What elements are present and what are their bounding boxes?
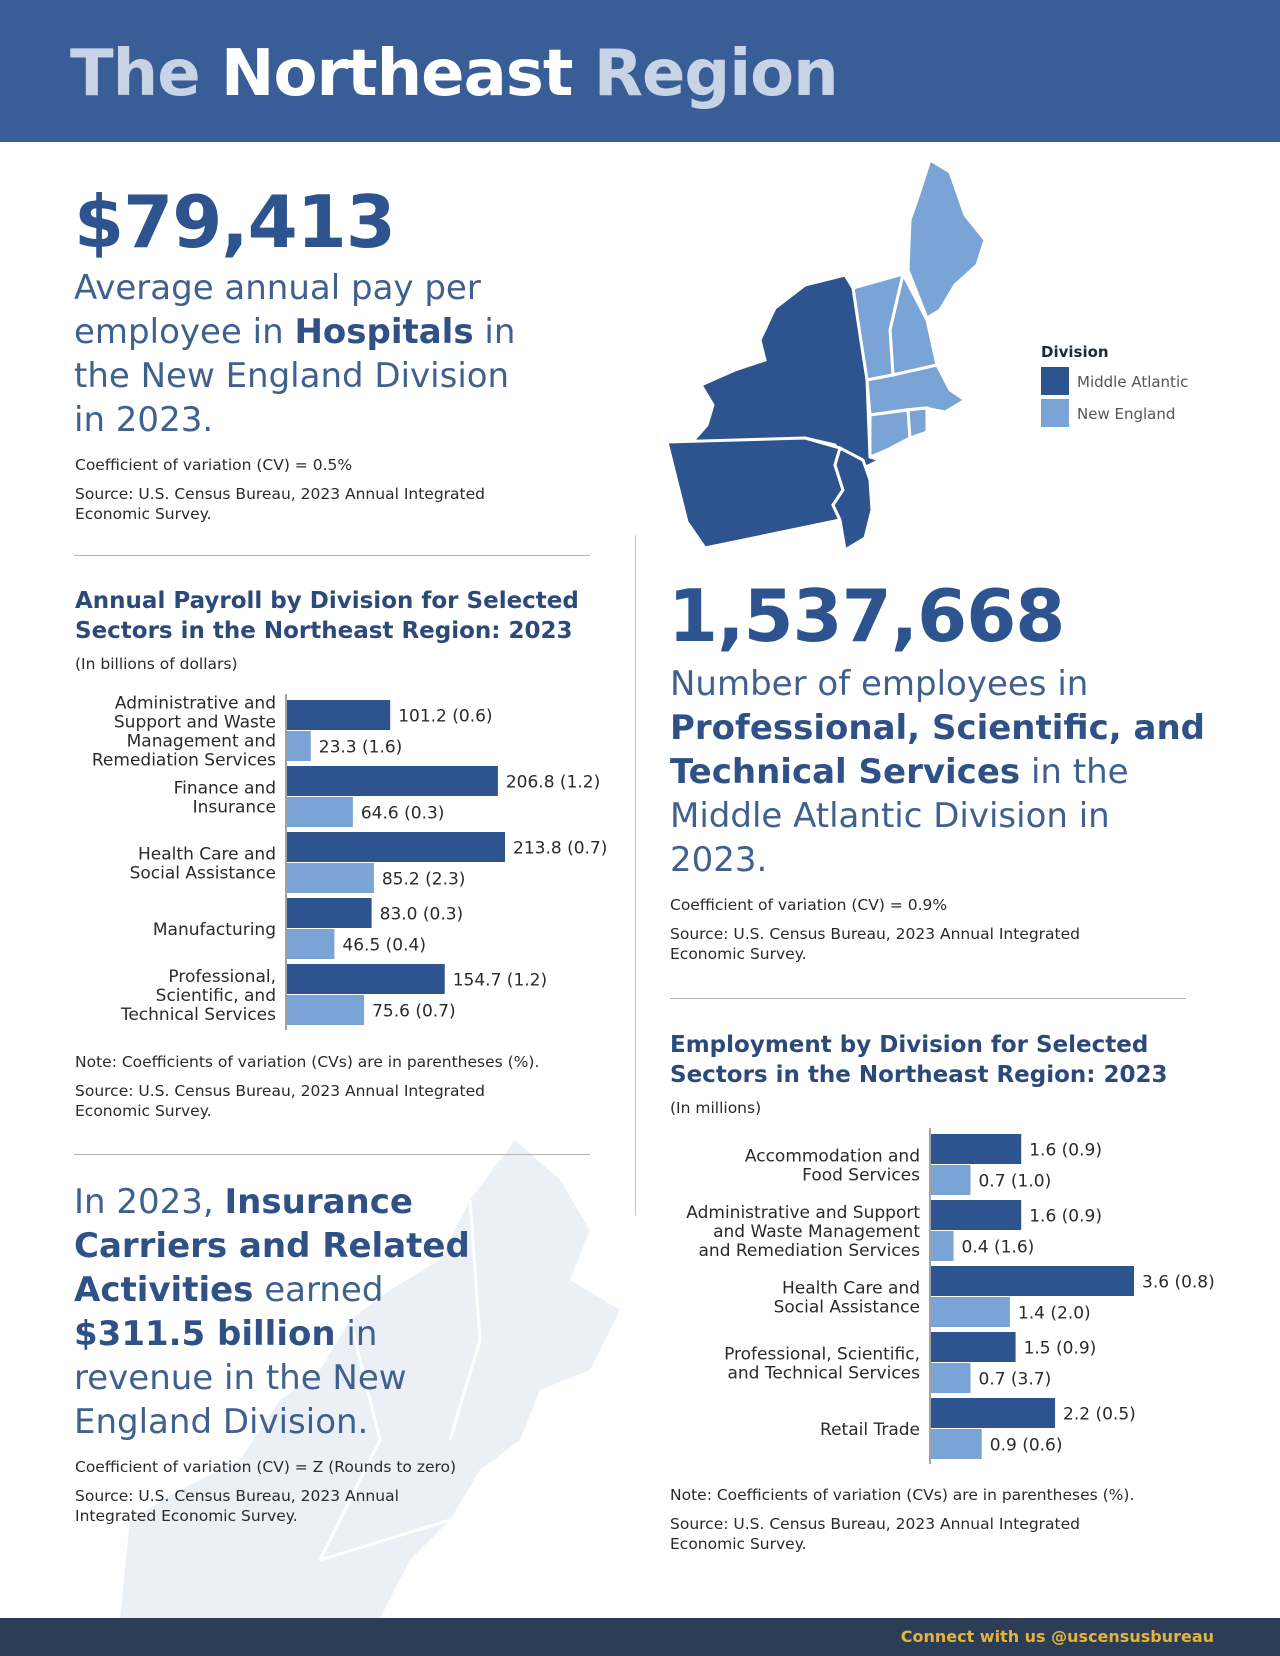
social-link[interactable]: Connect with us @uscensusbureau (900, 1627, 1214, 1646)
category-label: Retail Trade (820, 1419, 920, 1440)
category-label: Finance and Insurance (173, 778, 276, 818)
map-connecticut (870, 410, 910, 457)
chart1-note: Note: Coefficients of variation (CVs) are in parentheses (%). (75, 1053, 540, 1071)
data-label: 85.2 (2.3) (381, 869, 466, 890)
stat1-description: Average annual pay per employee in Hospitals in the New England Division in 2023. (74, 268, 516, 440)
stat1-number: $79,413 (74, 180, 395, 264)
category-label: Professional, Scientific, and Technical Services (120, 966, 276, 1025)
stat2-cv: Coefficient of variation (CV) = 0.9% (670, 896, 948, 914)
data-label: 83.0 (0.3) (379, 904, 464, 925)
category-label: Manufacturing (152, 919, 276, 940)
bar-new-england (287, 797, 353, 827)
stat2-number: 1,537,668 (668, 574, 1065, 658)
data-label: 213.8 (0.7) (513, 838, 608, 859)
bar-middle-atlantic (287, 766, 498, 796)
bar-new-england (931, 1297, 1010, 1327)
bar-new-england (931, 1165, 970, 1195)
payroll-chart (0, 690, 640, 1030)
data-label: 1.6 (0.9) (1029, 1206, 1102, 1227)
data-label: 0.7 (1.0) (978, 1171, 1052, 1192)
bar-new-england (287, 863, 374, 893)
data-label: 1.5 (0.9) (1023, 1338, 1097, 1359)
footer (0, 1618, 1280, 1656)
bar-middle-atlantic (931, 1266, 1134, 1296)
divider (74, 555, 590, 556)
bar-middle-atlantic (287, 832, 505, 862)
data-label: 154.7 (1.2) (452, 970, 548, 991)
map-pennsylvania (667, 438, 843, 548)
bar-new-england (931, 1429, 982, 1459)
stat2-source: Source: U.S. Census Bureau, 2023 Annual Integrated Economic Survey. (670, 925, 1080, 963)
data-label: 3.6 (0.8) (1142, 1272, 1215, 1293)
data-label: 46.5 (0.4) (342, 935, 426, 956)
bar-new-england (287, 995, 364, 1025)
stat1-cv: Coefficient of variation (CV) = 0.5% (75, 456, 353, 474)
chart2-title: Employment by Division for Selected Sectors in the Northeast Region: 2023 (670, 1032, 1168, 1088)
legend-swatch-new-england (1041, 399, 1069, 427)
data-label: 1.6 (0.9) (1029, 1140, 1102, 1161)
data-label: 23.3 (1.6) (318, 737, 403, 758)
category-label: Administrative and Support and Waste Management and Remediation Services (91, 693, 276, 771)
bar-middle-atlantic (287, 700, 390, 730)
stat1-source: Source: U.S. Census Bureau, 2023 Annual Integrated Economic Survey. (75, 485, 485, 523)
chart1-title: Annual Payroll by Division for Selected Sectors in the Northeast Region: 2023 (75, 588, 579, 644)
category-label: Administrative and Support and Waste Management and Remediation Services (686, 1202, 920, 1261)
data-label: 0.9 (0.6) (989, 1435, 1063, 1456)
stat3-description: In 2023, Insurance Carriers and Related Activities earned $311.5 billion in revenue in the New England Division. (74, 1182, 470, 1442)
map-rhode-island (908, 408, 927, 438)
page-header (0, 0, 1280, 142)
bar-middle-atlantic (931, 1134, 1021, 1164)
legend-swatch-middle-atlantic (1041, 367, 1069, 395)
bar-middle-atlantic (287, 898, 372, 928)
page-title: The Northeast Region (70, 37, 838, 111)
chart2-note: Note: Coefficients of variation (CVs) are in parentheses (%). (670, 1486, 1135, 1504)
data-label: 206.8 (1.2) (505, 772, 601, 793)
northeast-map (665, 160, 1025, 550)
map-maine (908, 160, 985, 318)
employment-chart (640, 1122, 1280, 1472)
stat3-cv: Coefficient of variation (CV) = Z (Rounds to zero) (75, 1458, 457, 1476)
legend-label-new-england: New England (1077, 405, 1176, 423)
bar-middle-atlantic (931, 1398, 1055, 1428)
category-label: Accommodation and Food Services (744, 1146, 920, 1186)
chart2-subtitle: (In millions) (670, 1099, 762, 1117)
chart1-subtitle: (In billions of dollars) (75, 655, 238, 673)
bar-new-england (931, 1363, 970, 1393)
chart1-source: Source: U.S. Census Bureau, 2023 Annual Integrated Economic Survey. (75, 1082, 485, 1120)
bar-new-england (287, 731, 311, 761)
category-label: Health Care and Social Assistance (773, 1278, 920, 1318)
chart2-source: Source: U.S. Census Bureau, 2023 Annual Integrated Economic Survey. (670, 1515, 1080, 1553)
data-label: 1.4 (2.0) (1017, 1303, 1091, 1324)
bar-middle-atlantic (287, 964, 445, 994)
data-label: 64.6 (0.3) (360, 803, 445, 824)
bar-new-england (931, 1231, 954, 1261)
bar-middle-atlantic (931, 1200, 1021, 1230)
data-label: 75.6 (0.7) (372, 1001, 456, 1022)
stat2-description: Number of employees in Professional, Scientific, and Technical Services in the Middle Atlantic Division in 2023. (670, 664, 1206, 880)
category-label: Professional, Scientific, and Technical Services (724, 1344, 920, 1384)
divider (670, 998, 1186, 999)
data-label: 101.2 (0.6) (398, 706, 493, 727)
divider (74, 1154, 590, 1155)
bar-middle-atlantic (931, 1332, 1016, 1362)
stat3-source: Source: U.S. Census Bureau, 2023 Annual Integrated Economic Survey. (75, 1487, 399, 1525)
bar-new-england (287, 929, 334, 959)
legend-label-middle-atlantic: Middle Atlantic (1077, 373, 1189, 391)
legend-title: Division (1041, 343, 1109, 361)
category-label: Health Care and Social Assistance (129, 844, 276, 884)
data-label: 0.4 (1.6) (961, 1237, 1035, 1258)
data-label: 2.2 (0.5) (1063, 1404, 1136, 1425)
data-label: 0.7 (3.7) (978, 1369, 1052, 1390)
